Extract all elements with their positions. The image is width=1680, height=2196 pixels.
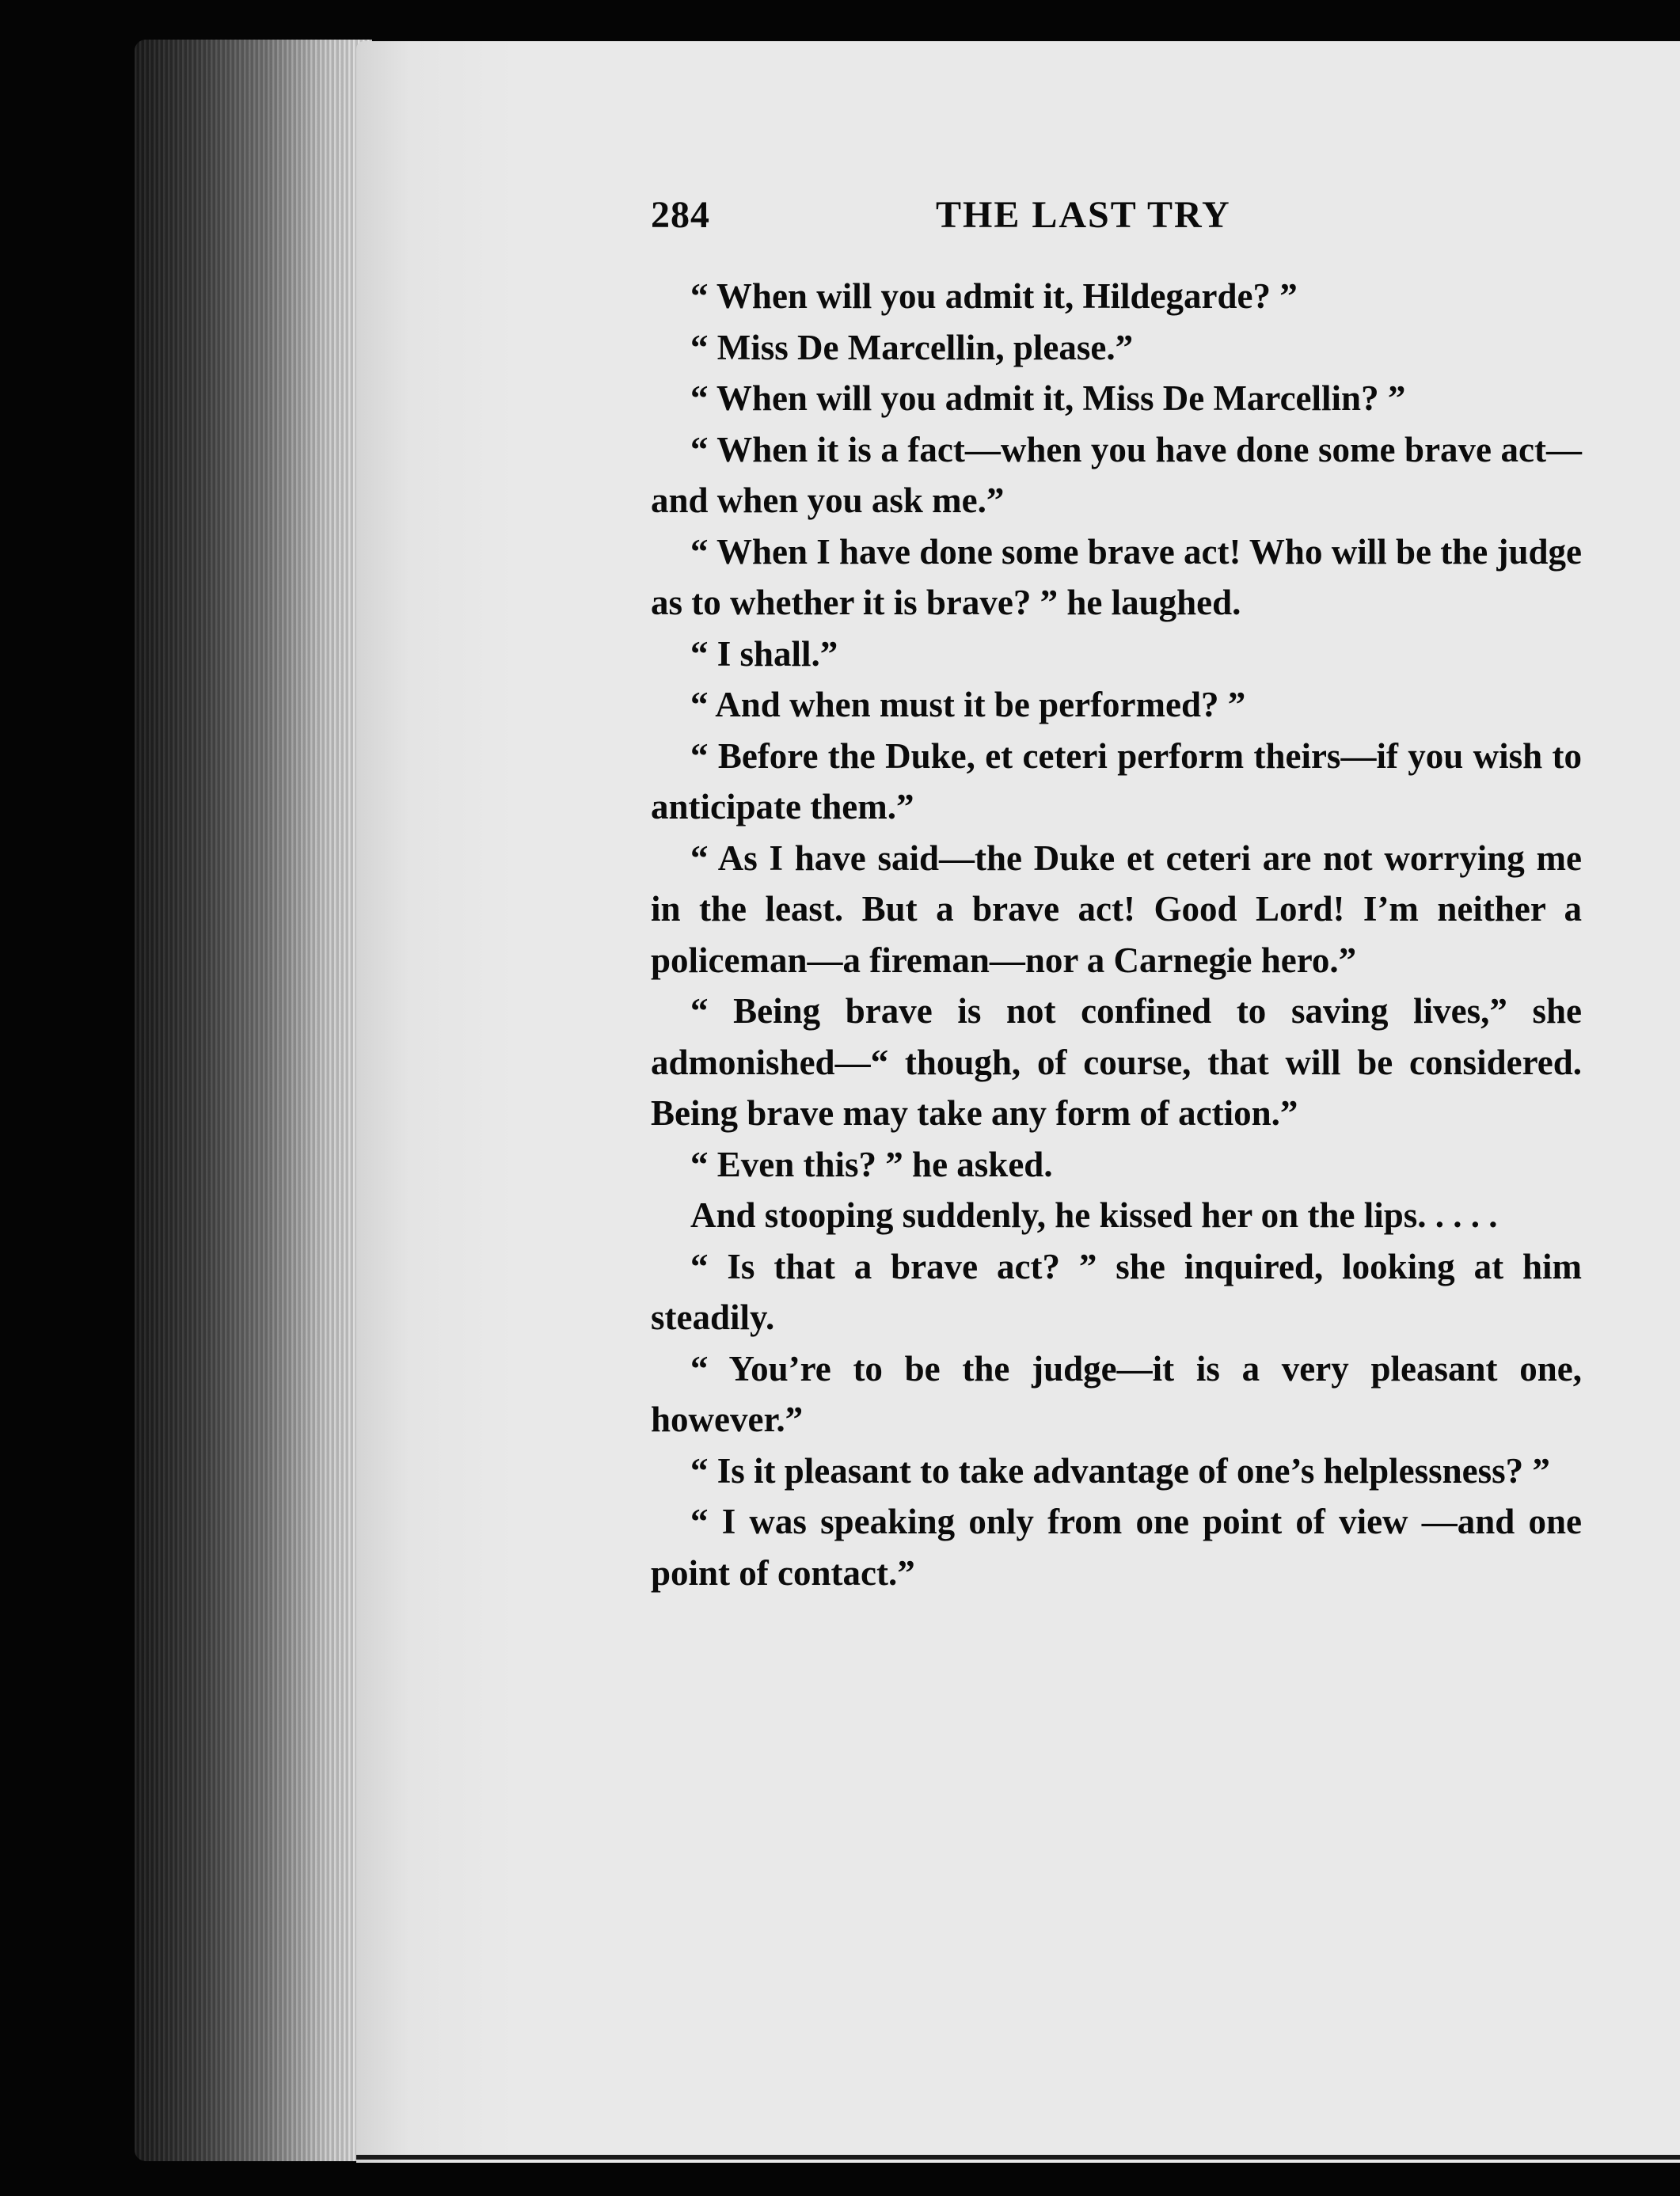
paragraph: And stooping suddenly, he kissed her on the lips. . . . . xyxy=(690,1195,1498,1235)
book-page-edges xyxy=(135,40,372,2161)
page-text-block xyxy=(651,190,1582,1598)
running-title: THE LAST TRY xyxy=(936,194,1231,236)
page-number: 284 xyxy=(651,194,710,236)
paragraph: “ And when must it be performed? ” xyxy=(690,685,1246,724)
paragraph: “ When it is a fact—when you have done some brave act—and when you ask me.” xyxy=(651,429,1582,520)
paragraph: “ When will you admit it, Miss De Marcellin? ” xyxy=(690,378,1406,418)
page-header xyxy=(651,190,1582,255)
paragraph: “ Even this? ” he asked. xyxy=(690,1144,1053,1184)
paragraph: “ When I have done some brave act! Who will be the judge as to whether it is brave? ” he laughed. xyxy=(651,531,1582,622)
paragraph: “ Before the Duke, et ceteri perform theirs—if you wish to anticipate them.” xyxy=(651,735,1582,826)
paragraph: “ Being brave is not confined to saving lives,” she admonished—“ though, of course, that will be considered. Being brave may take any form of action.” xyxy=(651,991,1582,1133)
paragraph: “ When will you admit it, Hildegarde? ” xyxy=(690,276,1298,316)
paragraph: “ Is that a brave act? ” she inquired, looking at him steadily. xyxy=(651,1246,1582,1337)
paragraph: “ You’re to be the judge—it is a very pleasant one, however.” xyxy=(651,1348,1582,1439)
paragraph: “ As I have said—the Duke et ceteri are not worrying me in the least. But a brave act! Good Lord! I’m neither a policeman—a fireman—nor a Carnegie hero.” xyxy=(651,838,1582,980)
paragraph: “ I was speaking only from one point of view —and one point of contact.” xyxy=(651,1502,1582,1593)
paragraph: “ Is it pleasant to take advantage of one’s helplessness? ” xyxy=(690,1450,1550,1491)
paragraph: “ Miss De Marcellin, please.” xyxy=(690,327,1134,367)
paragraph: “ I shall.” xyxy=(690,633,838,674)
page-bottom-edge xyxy=(356,2155,1680,2160)
